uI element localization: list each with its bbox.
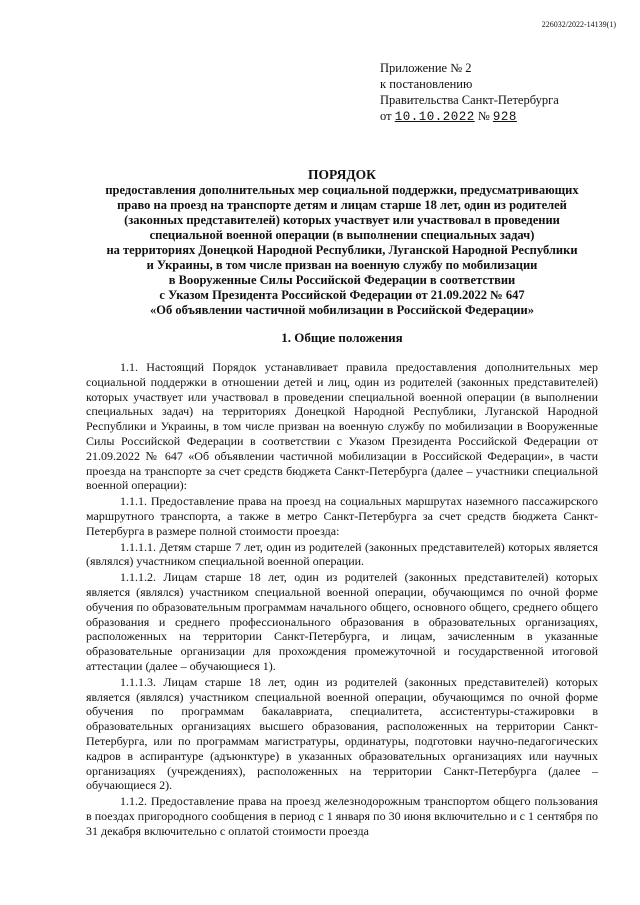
title-line: на территориях Донецкой Народной Республики, Луганской Народной Республики — [106, 243, 578, 257]
paragraph: 1.1.1.3. Лицам старше 18 лет, один из родителей (законных представителей) которых является (являлся) участником специальной военной операции, обучающимся по очной форме обучения по программам бакалавриата, специалитета, ассистентуры-стажировки в образовательных организациях высшего образования, расположенных на территории Санкт-Петербурга, или по программам магистратуры, ординатуры, подготовки научно-педагогических кадров в аспирантуре (адъюнктуре) в указанных образовательных организациях или научных организациях (учреждениях), расположенных на территории Санкт-Петербурга (далее – обучающиеся 2). — [86, 674, 598, 793]
title-line: (законных представителей) которых участвует или участвовал в проведении — [124, 213, 560, 227]
paragraph: 1.1. Настоящий Порядок устанавливает правила предоставления дополнительных мер социальной поддержки в отношении детей и лиц, один из родителей (законных представителей) которых участвует или участвовал в проведении специальной военной операции (в выполнении специальных задач) на территориях Донецкой Народной Республики, Луганской Народной Республики и Украины, в том числе призван на военную службу по мобилизации в Вооруженные Силы Российской Федерации в соответствии с Указом Президента Российской Федерации от 21.09.2022 № 647 «Об объявлении частичной мобилизации в Российской Федерации», в части проезда на транспорте за счет средств бюджета Санкт-Петербурга (далее – участники специальной военной операции): — [86, 360, 598, 493]
section-body — [86, 360, 598, 840]
title-line: «Об объявлении частичной мобилизации в Российской Федерации» — [150, 303, 534, 317]
appendix-number: Приложение № 2 — [380, 61, 472, 75]
paragraph: 1.1.1. Предоставление права на проезд на социальных маршрутах наземного пассажирского маршрутного транспорта, а также в метро Санкт-Петербурга за счет средств бюджета Санкт-Петербурга в размере полной стоимости проезда: — [86, 494, 598, 538]
title-line: в Вооруженные Силы Российской Федерации в соответствии — [168, 273, 516, 287]
number-value: 928 — [492, 110, 517, 124]
appendix-dateline — [380, 108, 559, 125]
title-block — [86, 167, 598, 318]
paragraph: 1.1.1.1. Детям старше 7 лет, один из родителей (законных представителей) которых является (являлся) участником специальной военной операции. — [86, 539, 598, 569]
title-line: специальной военной операции (в выполнении специальных задач) — [149, 228, 535, 242]
document-title: ПОРЯДОК — [308, 167, 376, 182]
title-line: с Указом Президента Российской Федерации от 21.09.2022 № 647 — [159, 288, 525, 302]
title-line: предоставления дополнительных мер социальной поддержки, предусматривающих — [105, 183, 579, 197]
number-prefix: № — [477, 109, 490, 123]
title-line: право на проезд на транспорте детям и лицам старше 18 лет, один из родителей — [117, 198, 567, 212]
paragraph: 1.1.2. Предоставление права на проезд железнодорожным транспортом общего пользования в поездах пригородного сообщения в период с 1 января по 30 июня включительно и с 1 сентября по 31 декабря включительно с оплатой стоимости проезда — [86, 794, 598, 838]
appendix-to-resolution: к постановлению — [380, 77, 473, 91]
paragraph: 1.1.1.2. Лицам старше 18 лет, один из родителей (законных представителей) которых является (являлся) участником специальной военной операции, обучающимся по очной форме обучения по образовательным программам начального общего, основного общего, среднего общего образования и среднего профессионального образования в образовательных организациях, расположенных на территории Санкт-Петербурга, и лицам, зачисленным в указанные образовательные организации для прохождения промежуточной и государственной итоговой аттестации (далее – обучающиеся 1). — [86, 570, 598, 673]
title-line: и Украины, в том числе призван на военную службу по мобилизации — [146, 258, 538, 272]
document-id: 226032/2022-14139(1) — [541, 20, 616, 29]
appendix-government: Правительства Санкт-Петербурга — [380, 93, 559, 107]
date-prefix: от — [380, 109, 392, 123]
date-value: 10.10.2022 — [394, 110, 475, 124]
appendix-block — [380, 60, 559, 125]
section-heading: 1. Общие положения — [281, 330, 403, 345]
